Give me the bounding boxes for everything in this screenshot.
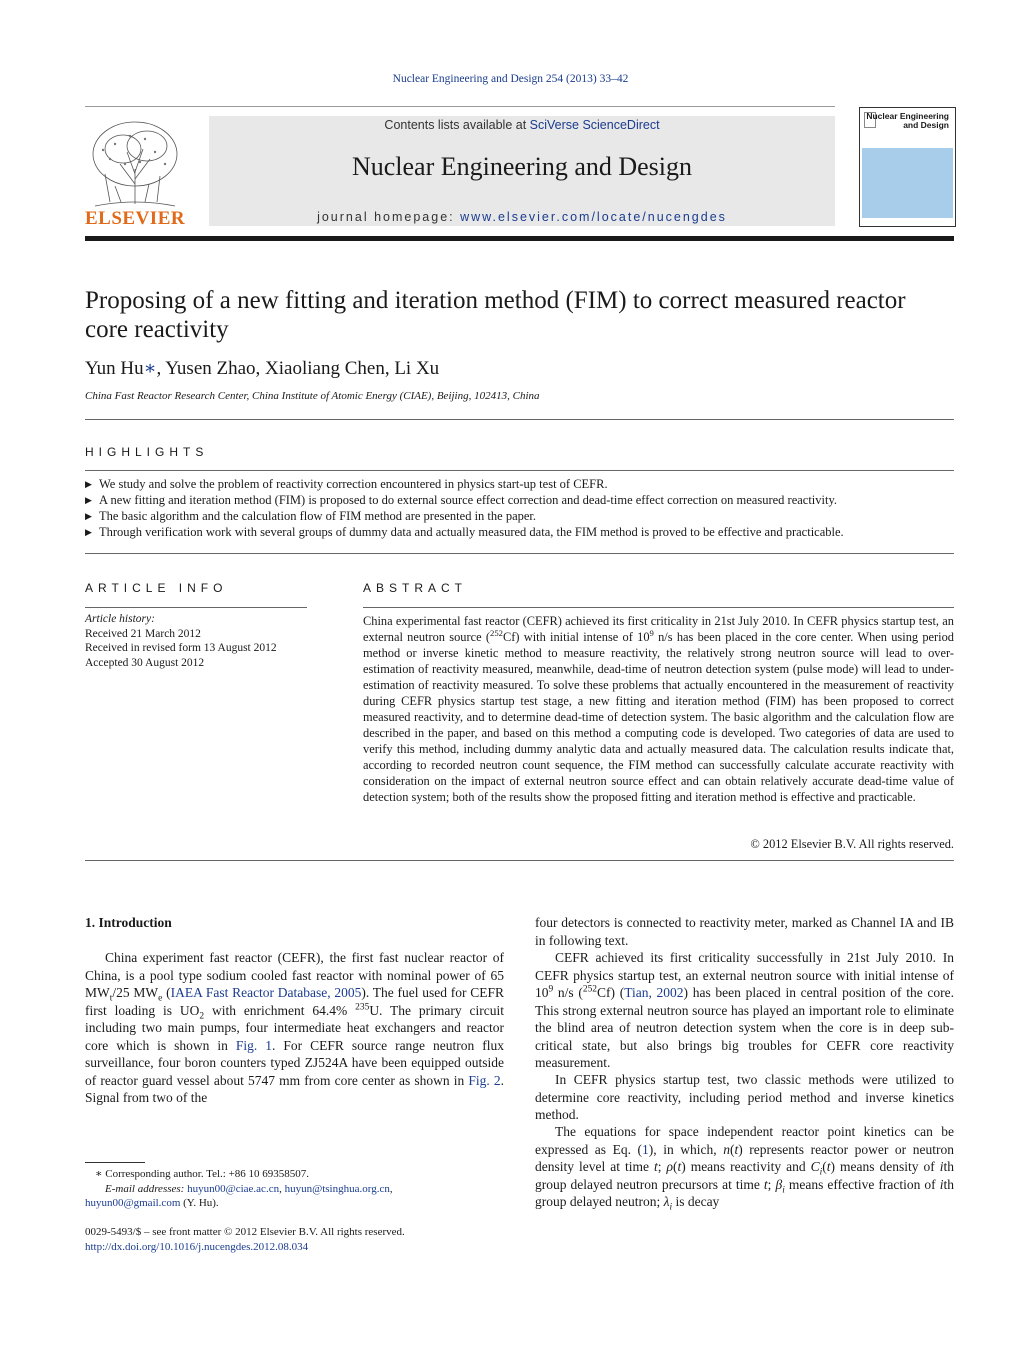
issn-line: 0029-5493/$ – see front matter © 2012 Elsevier B.V. All rights reserved.	[85, 1226, 405, 1238]
triangle-bullet-icon: ▶	[85, 511, 92, 521]
doi-link[interactable]: http://dx.doi.org/10.1016/j.nucengdes.2012.08.034	[85, 1241, 309, 1253]
triangle-bullet-icon: ▶	[85, 527, 92, 537]
article-history	[85, 612, 307, 670]
divider	[85, 553, 954, 554]
contents-prefix: Contents lists available at	[384, 118, 530, 132]
corresponding-author-marker[interactable]: ∗	[143, 358, 157, 379]
journal-cover-thumbnail[interactable]	[859, 107, 956, 227]
revised-date: Received in revised form 13 August 2012	[85, 642, 277, 654]
email-link[interactable]: huyun00@ciae.ac.cn	[187, 1182, 280, 1195]
triangle-bullet-icon: ▶	[85, 495, 92, 505]
intro-paragraph-1-cont: four detectors is connected to reactivity meter, marked as Channel IA and IB in following text.	[535, 915, 954, 948]
ref-iaea[interactable]: IAEA Fast Reactor Database, 2005	[170, 985, 362, 1000]
divider	[85, 419, 954, 420]
journal-title: Nuclear Engineering and Design	[351, 152, 693, 181]
fig2-link[interactable]: Fig. 2	[468, 1072, 501, 1088]
intro-paragraph-1: China experiment fast reactor (CEFR), the first fast nuclear reactor of China, is a pool type sodium cooled fast reactor with nominal power of 65 $MW_t/25$ $MW_e$ (IAEA Fast Reactor Database, 2005). The fuel used for CEFR first loading is $UO_2$ with enrichment 64.4% $^{235}$U. The primary circuit including two main pumps, four intermediate heat exchangers and reactor core which is shown in Fig. 1. For CEFR source range neutron flux surveillance, four boron counters typed ZJ524A have been equipped outside of reactor guard vessel about 5747 mm from core center as shown in Fig. 2. Signal from two of the	[85, 950, 505, 1105]
highlight-item: ▶ We study and solve the problem of reactivity correction encountered in physics start-up test of CEFR.	[85, 477, 608, 491]
history-label: Article history:	[85, 613, 155, 625]
intro-paragraph-4: The equations for space independent reactor point kinetics can be expressed as Eq. (1), in which, n(t) represents reactor power or neutron density level at time t; ρ(t) means reactivity and $C_i(t)$ means density of ith group delayed neutron precursors at time t; $\beta_i$ means effective fraction of ith group delayed neutron; $\lambda_i$ is decay	[535, 1124, 954, 1213]
affiliation: China Fast Reactor Research Center, China Institute of Atomic Energy (CIAE), Beijing, 102413, China	[85, 390, 540, 402]
abstract-body: China experimental fast reactor (CEFR) achieved its first criticality in 21st July 2010. In CEFR physics startup test, an external neutron source ($^{252}$Cf) with initial intense of $10^9$ n/s has been placed in the core center. When using period method or inverse kinetic method to measure reactivity, the relatively strong neutron source will lead to over-estimation of reactivity measured, meanwhile, dead-time of neutron detection system (pulse mode) will lead to under-estimation of reactivity measured. To solve these problems that actually encountered in the measurement of reactivity during CEFR physics startup test stage, a new fitting and iteration method (FIM) has been proposed to correct measured reactivity, and to determine dead-time of detection system. The basic algorithm and the calculation flow are described in the paper, and based on this method a computing code is developed. Two categories of data are used to verify this method, including dummy analytic data and actually measured data. The calculation results indicate that, according to recorded neutron count sequence, the FIM method can successfully calculate accurate reactivity with consideration on the impact of external neutron source effect and can obtain relatively accurate dead-time value of detection system; both of the results show the proposed fitting and iteration method is effective and practicable.	[363, 614, 954, 804]
divider	[85, 470, 954, 471]
header-thick-rule	[85, 236, 954, 241]
contents-line	[209, 118, 835, 132]
divider	[85, 607, 307, 608]
front-matter	[85, 1225, 504, 1255]
intro-paragraph-2: CEFR achieved its first criticality successfully in 21st July 2010. In CEFR physics startup test, an external neutron source with initial intense of $10^9$ n/s ($^{252}$Cf) (Tian, 2002) has been placed in central position of the core. This strong external neutron source has played an important role to eliminate the blind area of neutron detection system when the core is in deep sub-critical state, but also brings big troubles for CEFR core reactivity measurement.	[535, 950, 955, 1070]
divider	[363, 607, 954, 608]
article-title: Proposing of a new fitting and iteration method (FIM) to correct measured reactor core reactivity	[85, 287, 906, 343]
email-link[interactable]: huyun@tsinghua.org.cn	[284, 1182, 390, 1195]
divider	[85, 860, 954, 861]
corresponding-note: ∗ Corresponding author. Tel.: +86 10 69358507.	[95, 1168, 310, 1180]
header-rule	[85, 106, 835, 107]
abstract-copyright: © 2012 Elsevier B.V. All rights reserved.	[750, 837, 954, 851]
cover-image	[862, 148, 953, 218]
intro-paragraph-3: In CEFR physics startup test, two classic methods were utilized to determine core reactivity, including period method and inverse kinetics method.	[535, 1072, 954, 1122]
sciencedirect-link[interactable]: SciVerse ScienceDirect	[529, 118, 660, 132]
ref-tian[interactable]: Tian, 2002	[624, 985, 684, 1000]
email-link[interactable]: huyun00@gmail.com	[85, 1197, 181, 1209]
homepage-prefix: journal homepage:	[317, 210, 461, 224]
email-line: E-mail addresses: huyun00@ciae.ac.cn, huyun@tsinghua.org.cn,	[105, 1182, 393, 1195]
email-line-2: huyun00@gmail.com (Y. Hu).	[85, 1197, 219, 1209]
triangle-bullet-icon: ▶	[85, 479, 92, 489]
cover-title: Nuclear Engineering and Design	[866, 111, 949, 130]
highlights-list	[85, 476, 955, 540]
homepage-link[interactable]: www.elsevier.com/locate/nucengdes	[460, 210, 727, 224]
eq1-link[interactable]: 1	[642, 1141, 649, 1157]
journal-citation[interactable]: Nuclear Engineering and Design 254 (2013) 33–42	[392, 73, 629, 85]
homepage-line	[209, 210, 835, 224]
abstract-heading: ABSTRACT	[363, 581, 468, 595]
fig1-link[interactable]: Fig. 1	[235, 1037, 273, 1053]
highlight-item: ▶ The basic algorithm and the calculation flow of FIM method are presented in the paper.	[85, 509, 537, 523]
footnote	[85, 1167, 504, 1211]
received-date: Received 21 March 2012	[85, 627, 201, 640]
highlight-item: ▶ Through verification work with several groups of dummy data and actually measured data, the FIM method is proved to be effective and practicable.	[85, 525, 844, 539]
author-list: Yun Hu∗, Yusen Zhao, Xiaoliang Chen, Li Xu	[85, 358, 440, 379]
article-info-heading: ARTICLE INFO	[85, 581, 228, 595]
accepted-date: Accepted 30 August 2012	[85, 656, 205, 669]
footnote-rule	[85, 1162, 145, 1163]
highlights-heading: HIGHLIGHTS	[85, 445, 209, 459]
highlight-item: ▶ A new fitting and iteration method (FIM) is proposed to do external source effect correction and dead-time effect correction on measured reactivity.	[85, 493, 838, 507]
elsevier-wordmark: ELSEVIER	[85, 208, 186, 229]
intro-heading: 1. Introduction	[85, 915, 172, 930]
